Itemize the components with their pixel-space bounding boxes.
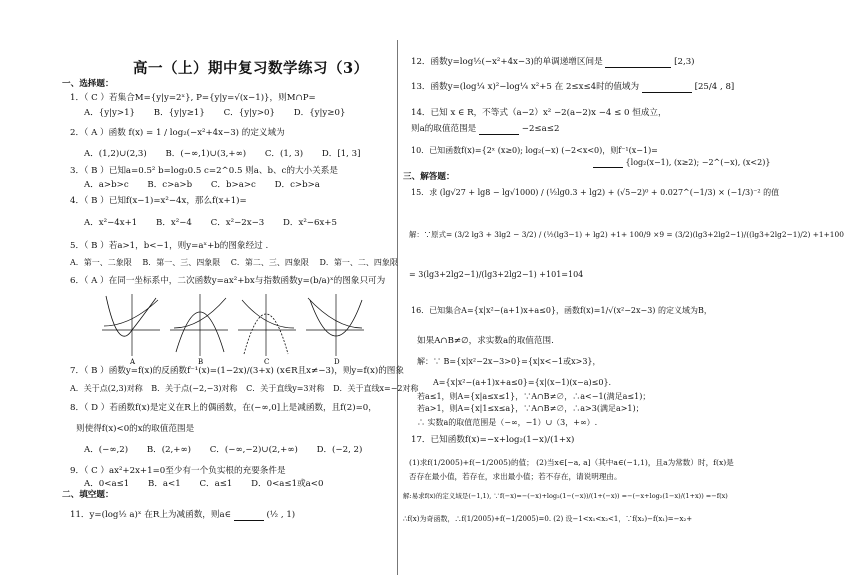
q16-solution-line2: A={x|x²−(a+1)x+a≤0}={x|(x−1)(x−a)≤0}. [433, 378, 612, 387]
q6-graph-options [100, 292, 368, 366]
question-8 [70, 403, 377, 414]
q15-solution-line2: = 3(lg3+2lg2−1)/(lg3+2lg2−1) +101=104 [409, 270, 584, 279]
q13-answer-blank [642, 83, 692, 93]
q4-option-b: B．x²−4 [156, 218, 192, 228]
q17-solution-line2: ∴f(x)为奇函数，∴f(1/2005)+f(−1/2005)=0. (2) 设−1<x₁<x₂<1，∵f(x₂)−f(x₁)=−x₂+ [403, 515, 693, 523]
q5-option-a: A．第一、二象限 [70, 258, 132, 267]
q14-number: 14． [411, 108, 431, 118]
question-1 [70, 93, 316, 104]
q1-option-d: D．{y|y≥0} [293, 108, 346, 118]
q14-answer-blank [479, 125, 519, 135]
q6-graph-d-label: D [334, 358, 340, 366]
q16-solution-line3: 若a≤1，则A={x|a≤x≤1}，∵A∩B≠∅，∴a<−1(满足a≤1)； [417, 392, 651, 401]
q8-text-line2: 则使得f(x)<0的x的取值范围是 [76, 424, 195, 434]
q5-options [70, 258, 398, 268]
q9-option-d: D．0<a≤1或a<0 [251, 479, 324, 489]
q1-text: 若集合M={y|y=2ˣ}, P={y|y=√(x−1)}，则M∩P= [109, 93, 316, 103]
question-14 [411, 108, 667, 119]
question-10 [411, 146, 658, 156]
q9-number: 9．（ C ） [70, 466, 109, 476]
q6-graph-c [238, 294, 296, 366]
question-15 [411, 188, 779, 198]
question-3 [70, 166, 338, 177]
question-11 [70, 510, 295, 521]
column-divider [397, 40, 398, 575]
q16-solution-line1: 解：∵ B={x|x²−2x−3>0}={x|x<−1或x>3}， [417, 357, 601, 366]
q4-option-d: D．x²−6x+5 [283, 218, 337, 228]
q1-option-a: A．{y|y>1} [84, 108, 136, 118]
q9-text: ax²+2x+1=0至少有一个负实根的充要条件是 [109, 466, 286, 476]
q1-number: 1．（ C ） [70, 93, 109, 103]
q13-answer: [25/4 , 8] [694, 82, 735, 92]
q17-number: 17． [411, 435, 431, 445]
q7-number: 7．（ B ） [70, 366, 109, 376]
section-solve-heading: 三、解答题： [403, 172, 455, 182]
q16-number: 16． [411, 306, 430, 315]
q15-text: 求 (lg√27 + lg8 − lg√1000) / (½lg0.3 + lg2) + (√5−2)⁰ + 0.027^(−1/3) × (−1/3)⁻² 的值 [429, 188, 780, 197]
q7-option-c: C．关于直线y=3对称 [246, 384, 325, 393]
q4-option-c: C．x²−2x−3 [210, 218, 265, 228]
q17-text: 已知函数f(x)=−x+log₂(1−x)/(1+x) [430, 435, 575, 445]
q6-number: 6．（ A ） [70, 276, 109, 286]
q4-text: 已知f(x−1)=x²−4x，那么f(x+1)= [108, 196, 247, 206]
question-7 [70, 366, 404, 377]
q2-option-b: B．(−∞,1)∪(3,+∞) [165, 149, 247, 159]
q2-option-c: C．(1, 3) [264, 149, 304, 159]
q1-option-b: B．{y|y≥1} [153, 108, 205, 118]
q12-answer-blank [605, 58, 671, 68]
q8-text: 若函数f(x)是定义在R上的偶函数，在(−∞,0]上是减函数，且f(2)=0， [109, 403, 377, 413]
q15-solution-line1: 解：∵原式= (3/2 lg3 + 3lg2 − 3/2) / (½(lg3−1) + lg2) +1+ 100/9 ×9 = (3/2)(lg3+2lg2−1)/((lg3+2lg2−1)/2) +1+100 [409, 230, 844, 239]
q7-option-d: D．关于直线x=−2对称 [333, 384, 419, 393]
q16-text: 已知集合A={x|x²−(a+1)x+a≤0}，函数f(x)=1/√(x²−2x−3) 的定义域为B， [429, 306, 712, 315]
q1-options [84, 108, 361, 119]
q5-option-b: B．第一、三、四象限 [142, 258, 221, 267]
q10-answer: {log₂(x−1), (x≥2); −2^(−x), (x<2)} [625, 158, 771, 167]
section-fill-heading: 二、填空题： [62, 490, 114, 500]
q9-option-b: B．a<1 [148, 479, 181, 489]
q4-option-a: A．x²−4x+1 [84, 218, 138, 228]
page-title: 高一（上）期中复习数学练习（3） [133, 60, 369, 77]
q16-solution-line4: 若a>1，则A={x|1≤x≤a}，∵A∩B≠∅，∴a>3(满足a>1)； [417, 404, 644, 413]
q3-option-b: B．c>a>b [147, 180, 193, 190]
q14-answer: −2≤a≤2 [521, 124, 560, 134]
q7-option-b: B．关于点(−2,−3)对称 [151, 384, 238, 393]
q14-text: 已知 x ∈ R，不等式（a−2）x² −2(a−2)x −4 ≤ 0 恒成立， [430, 108, 667, 118]
q8-option-c: C．(−∞,−2)∪(2,+∞) [209, 445, 298, 455]
question-9 [70, 466, 286, 477]
q6-graph-d [306, 294, 364, 366]
q5-text: 若a>1，b<−1，则y=aˣ+b的图象经过 . [108, 241, 269, 251]
q14-text-line2: 则a的取值范围是 [411, 124, 477, 134]
q10-text: 已知函数f(x)={2ˣ (x≥0); log₂(−x) (−2<x<0)，则f⁻¹(x−1)= [429, 146, 658, 155]
q11-number: 11． [70, 510, 90, 520]
q17-solution-line1: 解:易求f(x)的定义域是(−1,1), ∵f(−x)=−(−x)+log₂(1−(−x))/(1+(−x)) =−(−x+log₂(1−x)/(1+x)) =−f(x) [403, 492, 728, 500]
question-17 [411, 435, 574, 446]
q9-option-c: C．a≤1 [199, 479, 233, 489]
question-4 [70, 196, 247, 207]
q11-answer-blank [234, 511, 264, 521]
q13-text: 函数y=(log¼ x)²−log¼ x²+5 在 2≤x≤4时的值域为 [430, 82, 640, 92]
q3-option-a: A．a>b>c [84, 180, 129, 190]
q10-answer-line [593, 158, 770, 168]
q2-options [84, 149, 376, 160]
q3-option-d: D．c>b>a [274, 180, 320, 190]
q11-text: y=(log½ a)ˣ 在R上为减函数，则a∈ [89, 510, 231, 520]
section-choice-heading: 一、选择题： [62, 79, 114, 89]
q6-graph-b-label: B [198, 358, 204, 366]
q9-option-a: A．0<a≤1 [84, 479, 130, 489]
q6-graph-c-label: C [264, 358, 270, 366]
q5-option-c: C．第二、三、四象限 [230, 258, 309, 267]
q6-graph-a [102, 294, 160, 366]
q10-answer-blank [593, 158, 623, 168]
q5-number: 5．（ B ） [70, 241, 109, 251]
q8-number: 8．（ D ） [70, 403, 110, 413]
q2-text: 函数 f(x) = 1 / log₂(−x²+4x−3) 的定义域为 [108, 128, 285, 138]
q7-option-a: A．关于点(2,3)对称 [70, 384, 143, 393]
q7-text: 函数y=f(x)的反函数f⁻¹(x)=(1−2x)/(3+x) (x∈R且x≠−3)，则y=f(x)的图象 [108, 366, 404, 376]
q17-text-line3: 否存在最小值，若存在，求出最小值；若不存在，请说明理由。 [409, 472, 622, 481]
q2-option-a: A．(1,2)∪(2,3) [84, 149, 147, 159]
q1-option-c: C．{y|y>0} [223, 108, 275, 118]
q8-option-a: A．(−∞,2) [84, 445, 129, 455]
q12-text: 函数y=log½(−x²+4x−3)的单调递增区间是 [430, 57, 603, 67]
q3-number: 3．（ B ） [70, 166, 109, 176]
q3-options [84, 180, 336, 191]
q8-option-b: B．(2,+∞) [146, 445, 191, 455]
q4-number: 4．（ B ） [70, 196, 109, 206]
q4-options [84, 218, 353, 229]
q16-text-line2: 如果A∩B≠∅，求实数a的取值范围. [417, 336, 554, 346]
q8-option-d: D．(−2, 2) [316, 445, 363, 455]
q6-graph-b [170, 294, 228, 366]
q3-text: 已知a=0.5² b=log₂0.5 c=2^0.5 则a、b、c的大小关系是 [108, 166, 338, 176]
q12-answer: [2,3) [674, 57, 695, 67]
q14-line2 [411, 124, 559, 135]
question-12 [411, 57, 695, 68]
q9-options [84, 479, 339, 490]
question-2 [70, 128, 285, 139]
q17-text-line2: (1)求f(1/2005)+f(−1/2005)的值； (2)当x∈[−a, a]（其中a∈(−1,1)，且a为常数）时，f(x)是 [409, 458, 734, 467]
question-5 [70, 241, 268, 252]
q13-number: 13． [411, 82, 431, 92]
q15-number: 15． [411, 188, 430, 197]
q6-text: 在同一坐标系中，二次函数y=ax²+bx与指数函数y=(b/a)ˣ的图象只可为 [108, 276, 386, 286]
q2-option-d: D．[1, 3] [321, 149, 361, 159]
q16-solution-line5: ∴ 实数a的取值范围是（−∞，−1）∪（3，+∞）. [417, 418, 598, 427]
q8-options [84, 445, 378, 456]
q7-options [70, 384, 419, 394]
q2-number: 2．（ A ） [70, 128, 109, 138]
q5-option-d: D．第一、二、四象限 [319, 258, 398, 267]
q12-number: 12． [411, 57, 431, 67]
question-13 [411, 82, 734, 93]
q3-option-c: C．b>a>c [210, 180, 256, 190]
question-6 [70, 276, 385, 287]
q11-answer: (½ , 1) [266, 510, 296, 520]
q6-graph-a-label: A [130, 358, 136, 366]
q10-number: 10． [411, 146, 430, 155]
question-16 [411, 306, 712, 316]
